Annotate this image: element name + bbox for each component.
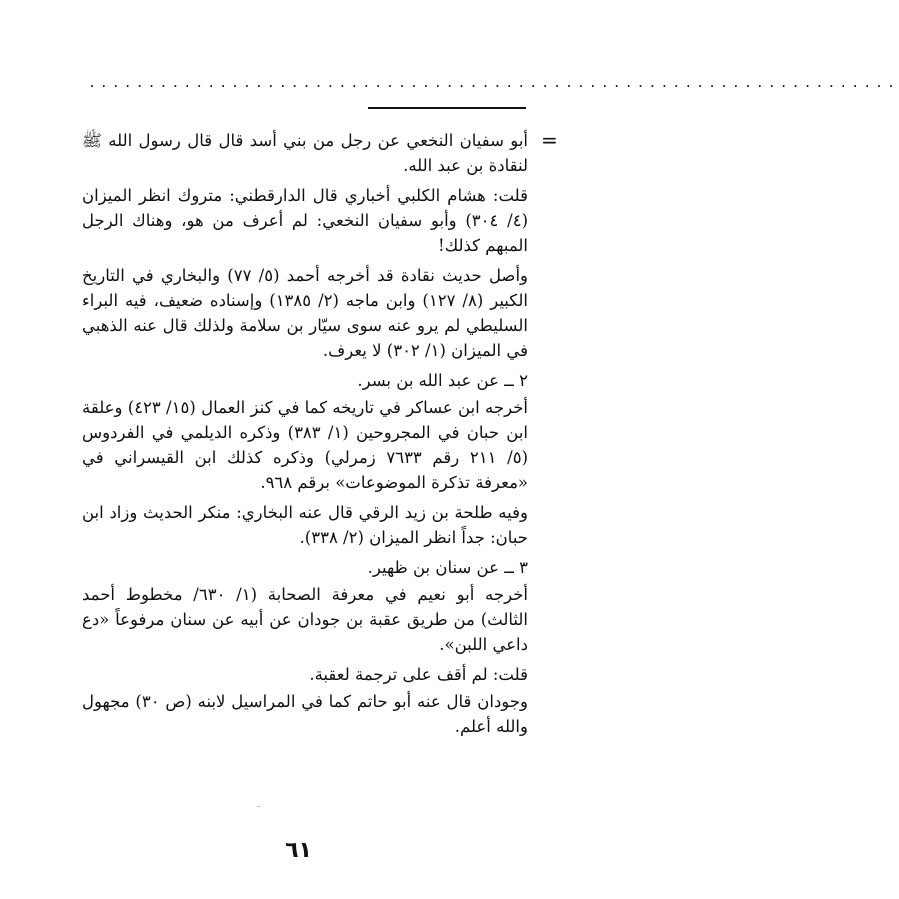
paragraph-origin-naqada: وأصل حديث نقادة قد أخرجه أحمد (٥/ ٧٧) والبخاري في التاريخ الكبير (٨/ ١٢٧) وابن ماجه (٢/ ١٣٨٥) وإسناده ضعيف، فيه البراء السليطي لم يرو عنه سوى سيّار بن سلامة ولذلك قال عنه الذهبي في الميزان (١/ ٣٠٢) لا يعرف. xyxy=(82,266,529,360)
dotted-separator: .................................................................... xyxy=(88,76,899,91)
paragraph-note-uqba: قلت: لم أقف على ترجمة لعقبة. xyxy=(309,665,528,684)
continuation-marker: = xyxy=(541,128,558,152)
paragraph-abu-nuaym: أخرجه أبو نعيم في معرفة الصحابة (١/ ٦٣٠/ مخطوط أحمد الثالث) من طريق عقبة بن جودان عن أبيه عن سنان مرفوعاً «دع داعي اللبن». xyxy=(82,585,528,654)
paragraph-jawdan: وجودان قال عنه أبو حاتم كما في المراسيل لابنه (ص ٣٠) مجهول والله أعلم. xyxy=(82,692,528,736)
page-number: ٦١ xyxy=(285,838,312,863)
paragraph-heading-3: ٣ ــ عن سنان بن ظهير. xyxy=(367,558,528,577)
paragraph-hadith-text: أبو سفيان النخعي عن رجل من بني أسد قال قال رسول الله ﷺ لنقادة بن عبد الله. xyxy=(82,131,528,175)
paragraph-heading-2: ٢ ــ عن عبد الله بن بسر. xyxy=(357,371,528,390)
footnote-rule xyxy=(368,107,526,109)
paragraph-note-hisham: قلت: هشام الكلبي أخباري قال الدارقطني: متروك انظر الميزان (٤/ ٣٠٤) وأبو سفيان النخعي: لم أعرف من هو، وهناك الرجل المبهم كذلك! xyxy=(82,186,528,255)
paragraph-ibn-asakir: أخرجه ابن عساكر في تاريخه كما في كنز العمال (١٥/ ٤٢٣) وعلقة ابن حبان في المجروحين (١/ ٣٨٣) وذكره الديلمي في الفردوس (٥/ ٢١١ رقم ٧٦٣٣ زمرلي) وذكره كذلك ابن القيسراني في «معرفة تذكرة الموضوعات» برقم ٩٦٨. xyxy=(82,398,528,492)
scan-speck xyxy=(257,806,260,807)
paragraph-talha: وفيه طلحة بن زيد الرقي قال عنه البخاري: منكر الحديث وزاد ابن حبان: جداً انظر الميزان (٢/ ٣٣٨). xyxy=(82,503,528,547)
footnote-body xyxy=(82,128,528,744)
